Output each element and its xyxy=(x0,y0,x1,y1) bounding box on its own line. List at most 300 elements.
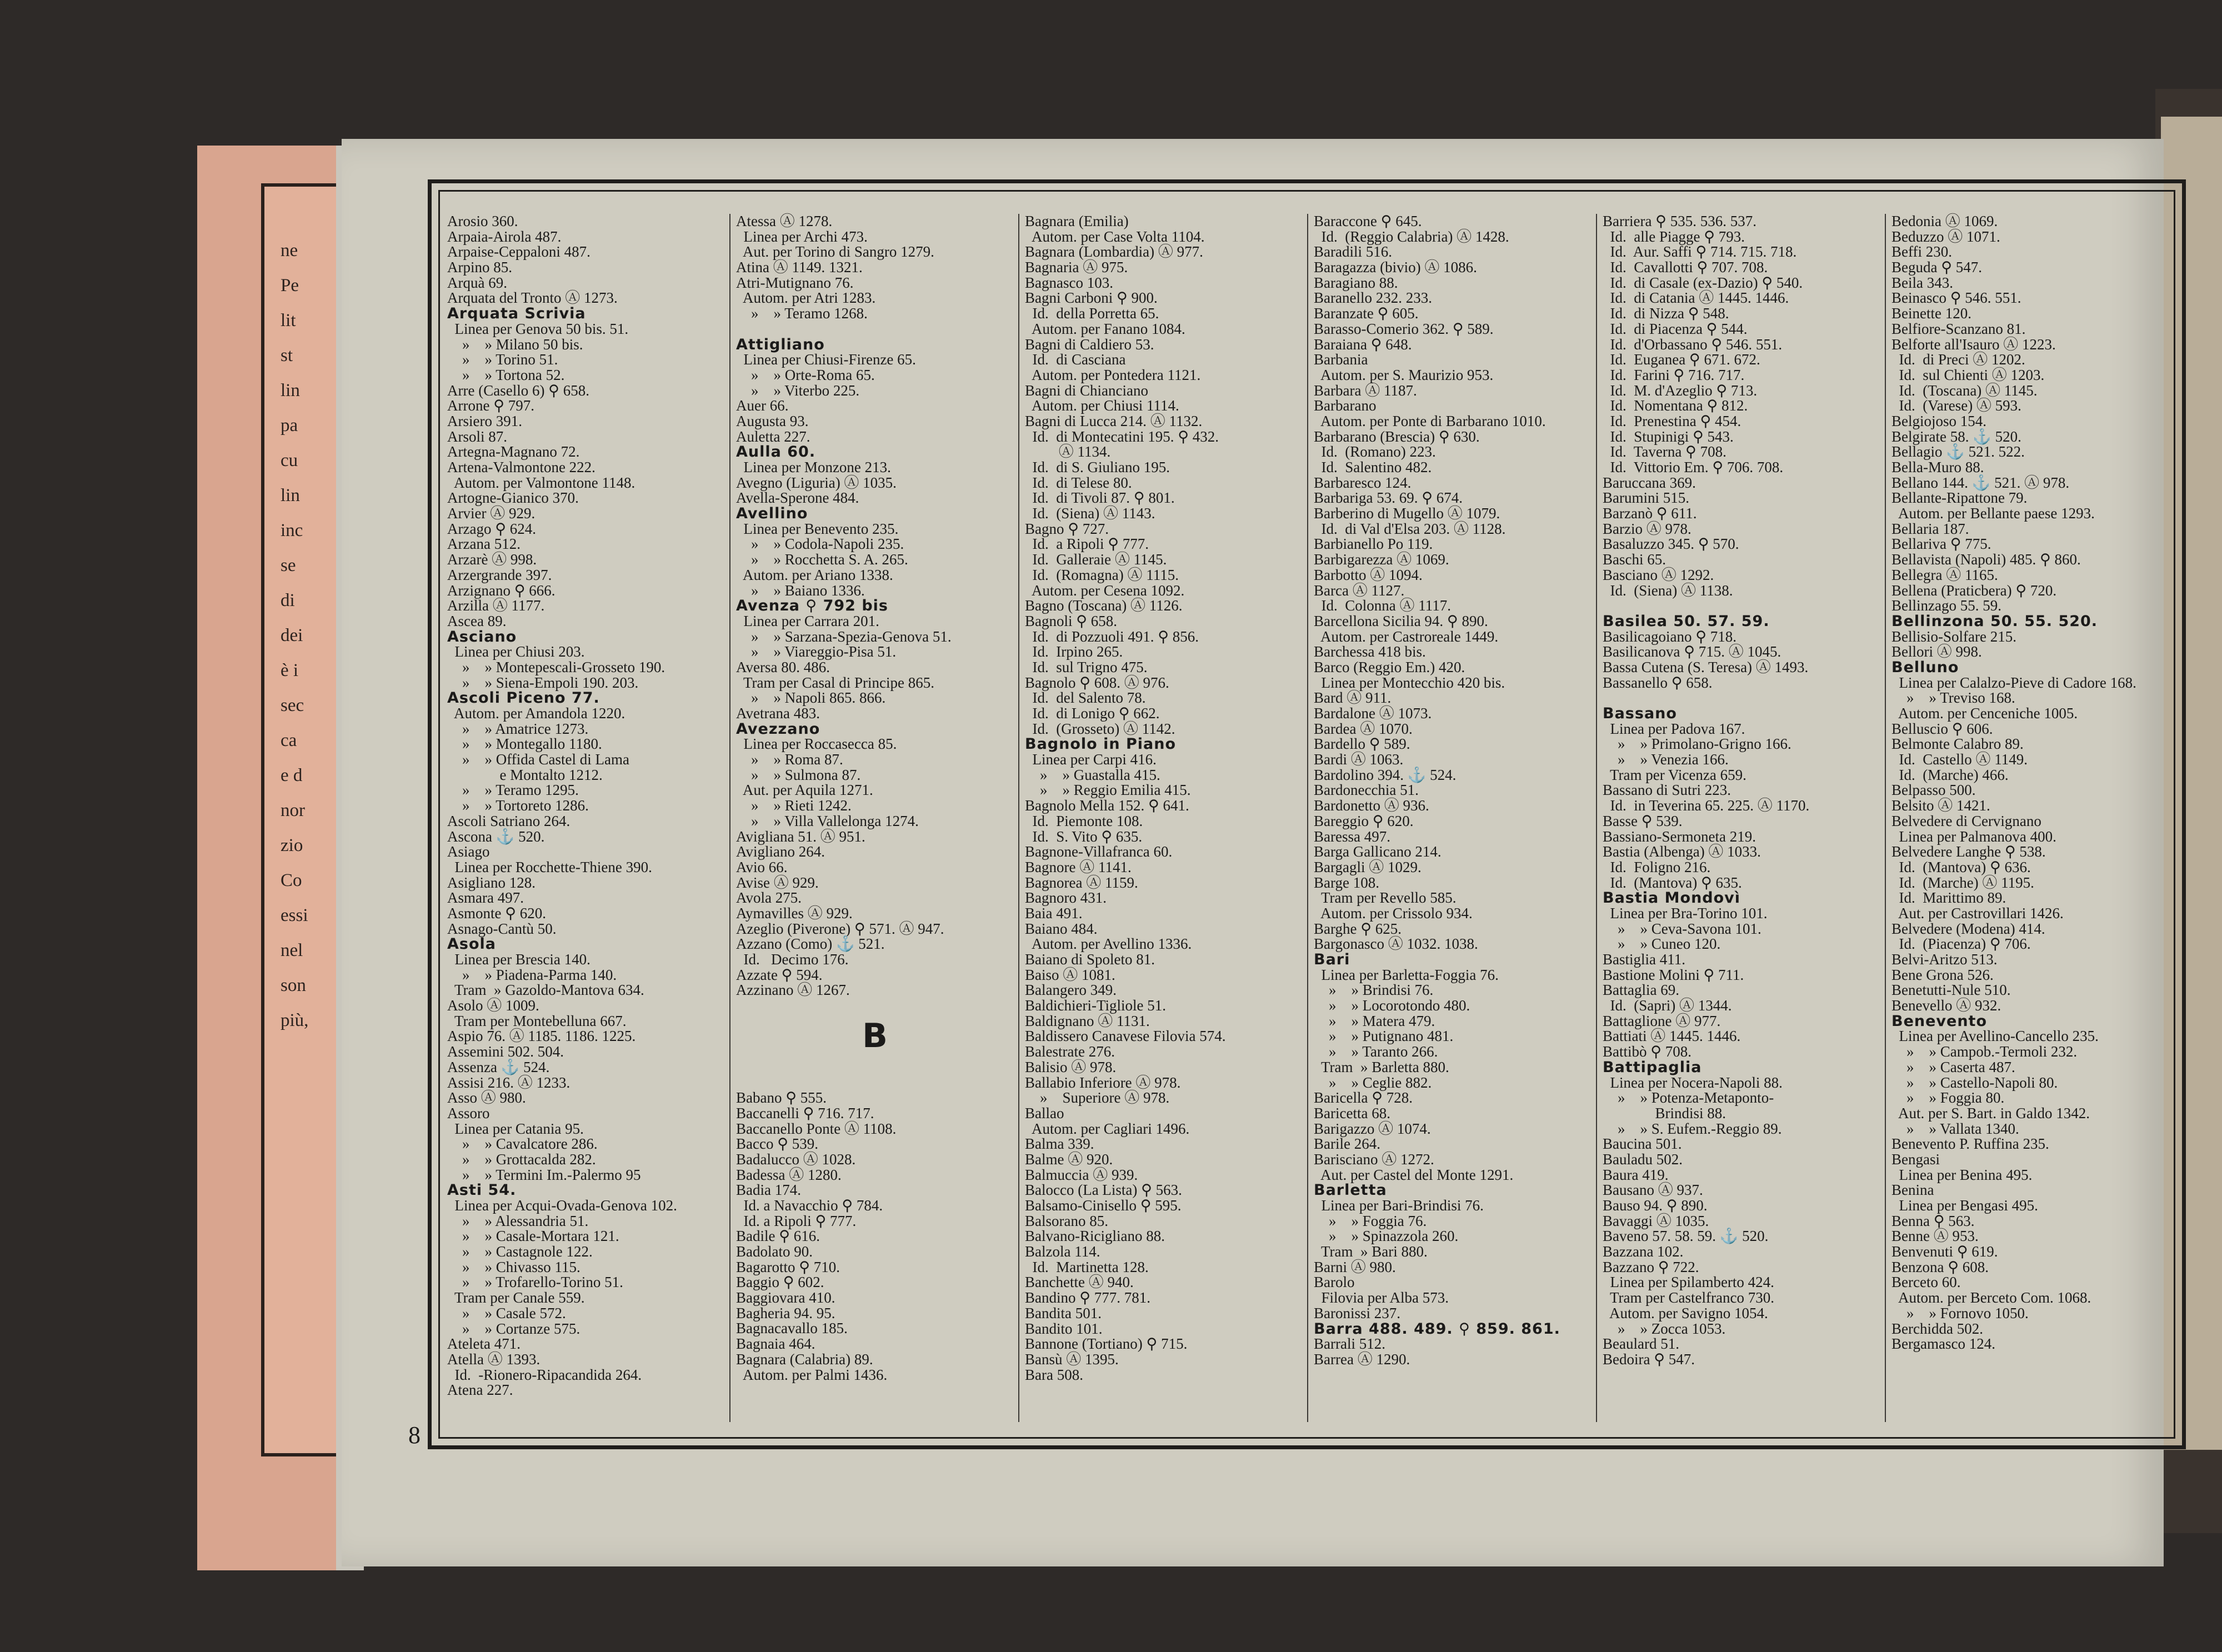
index-entry: Barni Ⓐ 980. xyxy=(1314,1258,1396,1275)
section-letter: B xyxy=(862,1017,888,1056)
index-entry: Beffi 230. xyxy=(1891,243,1952,261)
index-entry: Bagni Carboni ⚲ 900. xyxy=(1025,289,1158,307)
index-entry: Belgiojoso 154. xyxy=(1891,412,1987,429)
column-divider xyxy=(1885,214,1886,1422)
index-column-1 xyxy=(447,214,725,1398)
index-entry: Balzola 114. xyxy=(1025,1243,1100,1260)
index-entry: Barghe ⚲ 625. xyxy=(1314,920,1402,937)
index-entry: Id. Decimo 176. xyxy=(736,951,849,968)
index-entry: Id. Euganea ⚲ 671. 672. xyxy=(1603,351,1760,368)
index-entry: Tram » Bari 880. xyxy=(1314,1243,1428,1260)
index-entry: Artegna-Magnano 72. xyxy=(447,443,580,460)
index-entry: Id. sul Trigno 475. xyxy=(1025,658,1148,675)
index-entry: Autom. per Palmi 1436. xyxy=(736,1366,888,1383)
index-entry: » » Casale 572. xyxy=(447,1304,566,1321)
index-entry: Baggiovara 410. xyxy=(736,1289,835,1306)
index-entry: Tram per Castelfranco 730. xyxy=(1603,1289,1774,1306)
index-entry: Asmara 497. xyxy=(447,889,524,907)
index-entry: Id. (Mantova) ⚲ 636. xyxy=(1891,858,2031,875)
index-entry: Asso Ⓐ 980. xyxy=(447,1089,526,1107)
index-entry: Bagnaria Ⓐ 975. xyxy=(1025,259,1128,276)
index-entry: Id. di Nizza ⚲ 548. xyxy=(1603,305,1729,322)
index-entry: Bedoira ⚲ 547. xyxy=(1603,1350,1695,1368)
index-entry: Bastia (Albenga) Ⓐ 1033. xyxy=(1603,843,1761,860)
index-entry: » » Milano 50 bis. xyxy=(447,336,583,353)
index-entry: Barrali 512. xyxy=(1314,1335,1385,1353)
underlying-fragment: st xyxy=(281,346,293,366)
index-entry: Baldichieri-Tigliole 51. xyxy=(1025,997,1166,1014)
underlying-fragment: lin xyxy=(281,381,300,401)
index-entry: » » Sarzana-Spezia-Genova 51. xyxy=(736,628,952,645)
index-entry: » » Casale-Mortara 121. xyxy=(447,1228,619,1245)
index-entry: Barriera ⚲ 535. 536. 537. xyxy=(1603,213,1756,229)
index-entry: Belfiore-Scanzano 81. xyxy=(1891,320,2026,337)
index-entry: Id. di Lonigo ⚲ 662. xyxy=(1025,705,1160,722)
station-heading: Bastia Mondovì xyxy=(1603,889,1741,907)
index-entry: » » Spinazzola 260. xyxy=(1314,1228,1459,1245)
index-entry: Bene Grona 526. xyxy=(1891,966,1994,983)
index-entry: Belgirate 58. ⚓ 520. xyxy=(1891,428,2021,445)
index-entry: » » Taranto 266. xyxy=(1314,1043,1438,1060)
index-entry: » » Viterbo 225. xyxy=(736,382,860,399)
index-entry: Bagnoro 431. xyxy=(1025,889,1107,907)
index-entry: Id. Stupinigi ⚲ 543. xyxy=(1603,428,1734,445)
index-entry: Barolo xyxy=(1314,1274,1355,1291)
index-entry: Belpasso 500. xyxy=(1891,782,1976,799)
index-entry: » » Reggio Emilia 415. xyxy=(1025,782,1191,799)
index-entry: Battaglia 69. xyxy=(1603,982,1679,999)
index-entry: Ⓐ 1134. xyxy=(1025,443,1111,460)
index-entry: Bellinzago 55. 59. xyxy=(1891,597,2001,614)
index-entry: » » Termini Im.-Palermo 95 xyxy=(447,1166,641,1183)
index-entry: Assisi 216. Ⓐ 1233. xyxy=(447,1074,570,1091)
underlying-fragment: sec xyxy=(281,695,304,715)
index-entry: Bellegra Ⓐ 1165. xyxy=(1891,566,1998,583)
index-entry: Id. Cavallotti ⚲ 707. 708. xyxy=(1603,259,1768,276)
index-entry: Autom. per Valmontone 1148. xyxy=(447,474,635,491)
index-entry: Baressa 497. xyxy=(1314,828,1390,845)
index-entry: Bareggio ⚲ 620. xyxy=(1314,812,1414,829)
index-entry: Aymavilles Ⓐ 929. xyxy=(736,904,853,922)
index-entry xyxy=(736,322,1014,337)
index-entry: Bauso 94. ⚲ 890. xyxy=(1603,1197,1708,1214)
index-entry: Aut. per Aquila 1271. xyxy=(736,782,873,799)
index-entry: Barzio Ⓐ 978. xyxy=(1603,520,1691,537)
index-entry: » » Guastalla 415. xyxy=(1025,766,1160,783)
index-entry: » » Orte-Roma 65. xyxy=(736,366,875,383)
index-entry: Id. (Mantova) ⚲ 635. xyxy=(1603,874,1742,891)
index-entry: Bagnoli ⚲ 658. xyxy=(1025,612,1118,629)
station-heading: Asti 54. xyxy=(447,1182,517,1199)
index-entry: » » Trofarello-Torino 51. xyxy=(447,1274,623,1291)
index-entry: Id. alle Piagge ⚲ 793. xyxy=(1603,228,1745,245)
index-entry: » » Matera 479. xyxy=(1314,1012,1435,1029)
index-entry: Bagnaia 464. xyxy=(736,1335,815,1353)
index-entry: Baggio ⚲ 602. xyxy=(736,1274,824,1291)
index-entry: Id. sul Chienti Ⓐ 1203. xyxy=(1891,366,2045,383)
index-entry: » » Primolano-Grigno 166. xyxy=(1603,735,1791,753)
index-entry: Bargonasco Ⓐ 1032. 1038. xyxy=(1314,935,1478,953)
index-entry: Id. -Rionero-Ripacandida 264. xyxy=(447,1366,642,1383)
index-entry: Id. di Casale (ex-Dazio) ⚲ 540. xyxy=(1603,274,1803,291)
index-entry: Bazzana 102. xyxy=(1603,1243,1684,1260)
index-entry: Bannone (Tortiano) ⚲ 715. xyxy=(1025,1335,1188,1353)
index-entry: » » S. Eufem.-Reggio 89. xyxy=(1603,1120,1782,1137)
index-entry: Arzignano ⚲ 666. xyxy=(447,582,556,599)
station-heading: Bellinzona 50. 55. 520. xyxy=(1891,612,2098,630)
index-entry: Autom. per Pontedera 1121. xyxy=(1025,366,1201,383)
index-entry: Id. (Marche) Ⓐ 1195. xyxy=(1891,874,2034,891)
index-entry: Bavaggi Ⓐ 1035. xyxy=(1603,1212,1709,1229)
index-entry: Berceto 60. xyxy=(1891,1274,1961,1291)
index-entry: Id. (Sapri) Ⓐ 1344. xyxy=(1603,997,1732,1014)
index-entry xyxy=(736,998,1014,1014)
index-entry: Id. a Ripoli ⚲ 777. xyxy=(1025,535,1149,553)
station-heading: Avellino xyxy=(736,505,808,523)
index-entry: » » Montepescali-Grosseto 190. xyxy=(447,658,665,675)
index-entry: Id. a Navacchio ⚲ 784. xyxy=(736,1197,883,1214)
station-heading: Bagnolo in Piano xyxy=(1025,735,1177,753)
index-entry: Bellori Ⓐ 998. xyxy=(1891,643,1982,660)
index-entry: » » Ceglie 882. xyxy=(1314,1074,1432,1091)
index-entry: Id. in Teverina 65. 225. Ⓐ 1170. xyxy=(1603,797,1810,814)
index-entry xyxy=(1603,598,1880,614)
index-entry: Beduzzo Ⓐ 1071. xyxy=(1891,228,2000,245)
index-entry: Baschi 65. xyxy=(1603,551,1666,568)
index-entry: Bagnorea Ⓐ 1159. xyxy=(1025,874,1138,891)
index-entry: Auletta 227. xyxy=(736,428,810,445)
underlying-fragment: nor xyxy=(281,800,305,820)
index-entry: Tram per Montebelluna 667. xyxy=(447,1012,627,1029)
index-entry: Id. Irpino 265. xyxy=(1025,643,1123,660)
index-entry: » » Potenza-Metaponto- xyxy=(1603,1089,1774,1107)
index-entry: Ateleta 471. xyxy=(447,1335,521,1353)
index-entry: Bagnore Ⓐ 1141. xyxy=(1025,858,1132,875)
index-entry: Id. (Reggio Calabria) Ⓐ 1428. xyxy=(1314,228,1509,245)
index-entry: Id. (Siena) Ⓐ 1143. xyxy=(1025,505,1155,522)
index-entry: Autom. per Cagliari 1496. xyxy=(1025,1120,1190,1137)
index-entry: Id. (Romano) 223. xyxy=(1314,443,1436,460)
index-entry: Linea per Catania 95. xyxy=(447,1120,584,1137)
index-entry: Balestrate 276. xyxy=(1025,1043,1115,1060)
index-entry: Bagno (Toscana) Ⓐ 1126. xyxy=(1025,597,1183,614)
index-entry: Bausano Ⓐ 937. xyxy=(1603,1182,1703,1199)
index-entry: » » Napoli 865. 866. xyxy=(736,689,886,707)
index-entry: Bardonecchia 51. xyxy=(1314,782,1419,799)
index-entry: Bardello ⚲ 589. xyxy=(1314,735,1410,753)
index-entry: » » Tortona 52. xyxy=(447,366,565,383)
index-entry: Barbaresco 124. xyxy=(1314,474,1412,491)
index-entry: Linea per Monzone 213. xyxy=(736,459,891,475)
index-entry: Autom. per Cesena 1092. xyxy=(1025,582,1185,599)
index-entry: Assemini 502. 504. xyxy=(447,1043,564,1060)
index-entry: » » Alessandria 51. xyxy=(447,1212,589,1229)
underlying-fragment: essi xyxy=(281,905,308,925)
index-entry: Id. (Siena) Ⓐ 1138. xyxy=(1603,582,1733,599)
index-entry: Id. di Catania Ⓐ 1445. 1446. xyxy=(1603,289,1789,307)
index-entry: Ballao xyxy=(1025,1104,1064,1122)
index-entry: Id. Colonna Ⓐ 1117. xyxy=(1314,597,1451,614)
index-entry: Id. (Toscana) Ⓐ 1145. xyxy=(1891,382,2038,399)
station-heading: Battipaglia xyxy=(1603,1058,1702,1076)
index-entry: Barbigarezza Ⓐ 1069. xyxy=(1314,551,1449,568)
index-entry: Atina Ⓐ 1149. 1321. xyxy=(736,259,863,276)
index-entry: Bard Ⓐ 911. xyxy=(1314,689,1392,707)
index-entry: Baricetta 68. xyxy=(1314,1104,1390,1122)
index-entry: Beila 343. xyxy=(1891,274,1953,291)
index-entry: Autom. per Castroreale 1449. xyxy=(1314,628,1499,645)
index-entry: Id. Marittimo 89. xyxy=(1891,889,2006,907)
index-entry: Bandino ⚲ 777. 781. xyxy=(1025,1289,1151,1306)
index-entry: Linea per Rocchette-Thiene 390. xyxy=(447,858,652,875)
index-entry: Belsito Ⓐ 1421. xyxy=(1891,797,1990,814)
index-entry: Id. (Marche) 466. xyxy=(1891,766,2009,783)
index-entry: Basilicagoiano ⚲ 718. xyxy=(1603,628,1736,645)
index-entry: Aut. per Torino di Sangro 1279. xyxy=(736,243,934,261)
index-entry: Asnago-Cantù 50. xyxy=(447,920,557,937)
index-entry: Bauladu 502. xyxy=(1603,1150,1683,1168)
index-entry: Id. di Montecatini 195. ⚲ 432. xyxy=(1025,428,1219,445)
index-entry: Linea per Bra-Torino 101. xyxy=(1603,904,1768,922)
index-entry: Aversa 80. 486. xyxy=(736,658,830,675)
index-entry: » » Zocca 1053. xyxy=(1603,1320,1726,1337)
index-entry: Baveno 57. 58. 59. ⚓ 520. xyxy=(1603,1228,1769,1245)
index-entry: Avise Ⓐ 929. xyxy=(736,874,819,891)
index-entry: » » Cuneo 120. xyxy=(1603,935,1721,953)
index-entry: Linea per Brescia 140. xyxy=(447,951,590,968)
index-entry: Battibò ⚲ 708. xyxy=(1603,1043,1692,1060)
index-entry: Arzergrande 397. xyxy=(447,566,552,583)
index-column-3 xyxy=(1025,214,1303,1383)
index-entry: Belluscio ⚲ 606. xyxy=(1891,720,1993,737)
index-entry: Linea per Montecchio 420 bis. xyxy=(1314,674,1505,691)
index-entry: Aut. per S. Bart. in Galdo 1342. xyxy=(1891,1104,2090,1122)
column-divider xyxy=(1018,214,1019,1422)
index-entry: Belmonte Calabro 89. xyxy=(1891,735,2024,753)
index-entry: Id. a Ripoli ⚲ 777. xyxy=(736,1212,857,1229)
index-entry: Benevello Ⓐ 932. xyxy=(1891,997,2001,1014)
index-entry: Bardonetto Ⓐ 936. xyxy=(1314,797,1429,814)
index-entry: » » Rieti 1242. xyxy=(736,797,852,814)
index-entry: » » Foggia 80. xyxy=(1891,1089,2005,1107)
index-entry: » » Teramo 1268. xyxy=(736,305,868,322)
station-heading: Bari xyxy=(1314,951,1350,968)
index-entry: Tram per Vicenza 659. xyxy=(1603,766,1746,783)
index-entry: Id. (Varese) Ⓐ 593. xyxy=(1891,397,2021,414)
index-entry: Baranello 232. 233. xyxy=(1314,289,1432,307)
index-entry: Barile 264. xyxy=(1314,1135,1380,1153)
index-entry: Assoro xyxy=(447,1104,490,1122)
index-entry: Banchette Ⓐ 940. xyxy=(1025,1274,1134,1291)
index-entry: » » Treviso 168. xyxy=(1891,689,2015,707)
station-heading: Benevento xyxy=(1891,1012,1988,1030)
index-entry: Artogne-Gianico 370. xyxy=(447,489,579,507)
index-entry: Barcellona Sicilia 94. ⚲ 890. xyxy=(1314,612,1488,629)
index-entry: Balangero 349. xyxy=(1025,982,1117,999)
index-entry: » » Venezia 166. xyxy=(1603,751,1729,768)
index-entry: Bellariva ⚲ 775. xyxy=(1891,535,1991,553)
index-entry: Balocco (La Lista) ⚲ 563. xyxy=(1025,1182,1182,1199)
index-entry: Bastione Molini ⚲ 711. xyxy=(1603,966,1744,983)
index-entry: Linea per Benina 495. xyxy=(1891,1166,2033,1183)
index-entry: Aspio 76. Ⓐ 1185. 1186. 1225. xyxy=(447,1028,636,1045)
index-entry: Bardea Ⓐ 1070. xyxy=(1314,720,1413,737)
index-entry: Linea per Chiusi 203. xyxy=(447,643,585,660)
index-entry: Bagheria 94. 95. xyxy=(736,1304,835,1321)
index-entry: Avigliano 264. xyxy=(736,843,825,860)
index-entry: Linea per Avellino-Cancello 235. xyxy=(1891,1028,2099,1045)
index-entry: Belforte all'Isauro Ⓐ 1223. xyxy=(1891,336,2056,353)
index-entry: Baricella ⚲ 728. xyxy=(1314,1089,1413,1107)
index-entry: Id. Foligno 216. xyxy=(1603,858,1711,875)
station-heading: Aulla 60. xyxy=(736,443,816,461)
index-entry: Baragazza (bivio) Ⓐ 1086. xyxy=(1314,259,1477,276)
index-entry: Atessa Ⓐ 1278. xyxy=(736,213,833,229)
index-entry: Arquà 69. xyxy=(447,274,507,291)
underlying-fragment: inc xyxy=(281,520,303,540)
index-entry: Bergamasco 124. xyxy=(1891,1335,1995,1353)
station-heading: Basilea 50. 57. 59. xyxy=(1603,612,1770,630)
index-entry: » » Cavalcatore 286. xyxy=(447,1135,598,1153)
index-column-5 xyxy=(1603,214,1880,1368)
index-entry: Bellaria 187. xyxy=(1891,520,1969,537)
index-entry: Benetutti-Nule 510. xyxy=(1891,982,2011,999)
index-entry: » » Locorotondo 480. xyxy=(1314,997,1470,1014)
underlying-fragment: son xyxy=(281,975,306,995)
station-heading: Barletta xyxy=(1314,1182,1387,1199)
underlying-fragment: ne xyxy=(281,241,298,261)
index-entry: » » Rocchetta S. A. 265. xyxy=(736,551,908,568)
index-entry: Bagnara (Emilia) xyxy=(1025,213,1129,229)
index-entry: » » Tortoreto 1286. xyxy=(447,797,589,814)
index-entry: Baldignano Ⓐ 1131. xyxy=(1025,1012,1150,1029)
index-entry: Id. Salentino 482. xyxy=(1314,459,1432,475)
index-entry: Barzanò ⚲ 611. xyxy=(1603,505,1697,522)
index-entry: Bellavista (Napoli) 485. ⚲ 860. xyxy=(1891,551,2081,568)
index-entry: Azzate ⚲ 594. xyxy=(736,966,823,983)
index-entry: Bazzano ⚲ 722. xyxy=(1603,1258,1699,1275)
index-entry: Bagno ⚲ 727. xyxy=(1025,520,1109,537)
index-column-4 xyxy=(1314,214,1592,1368)
index-entry: Barbotto Ⓐ 1094. xyxy=(1314,566,1423,583)
index-entry: Linea per Chiusi-Firenze 65. xyxy=(736,351,916,368)
index-entry: Autom. per Avellino 1336. xyxy=(1025,935,1192,953)
index-entry: Balsorano 85. xyxy=(1025,1212,1108,1229)
index-entry: Basciano Ⓐ 1292. xyxy=(1603,566,1714,583)
index-entry: Augusta 93. xyxy=(736,412,809,429)
index-entry: Bellano 144. ⚓ 521. Ⓐ 978. xyxy=(1891,474,2070,491)
underlying-fragment: pa xyxy=(281,415,298,435)
index-entry: Linea per Archi 473. xyxy=(736,228,868,245)
index-entry: Bagnasco 103. xyxy=(1025,274,1113,291)
index-entry: Bella-Muro 88. xyxy=(1891,459,1984,475)
index-entry: » » Viareggio-Pisa 51. xyxy=(736,643,897,660)
index-entry: » » Castagnole 122. xyxy=(447,1243,593,1260)
index-entry: Balisio Ⓐ 978. xyxy=(1025,1058,1117,1075)
index-entry: Barbania xyxy=(1314,351,1368,368)
index-entry: Bara 508. xyxy=(1025,1366,1083,1383)
index-entry: » » Vallata 1340. xyxy=(1891,1120,2019,1137)
index-entry: Baronissi 237. xyxy=(1314,1304,1401,1321)
index-entry: » » Amatrice 1273. xyxy=(447,720,589,737)
index-entry: Avio 66. xyxy=(736,858,788,875)
index-entry: » » Castello-Napoli 80. xyxy=(1891,1074,2058,1091)
index-entry: Benzona ⚲ 608. xyxy=(1891,1258,1989,1275)
station-heading: Asciano xyxy=(447,628,517,645)
index-entry: Bagni di Lucca 214. Ⓐ 1132. xyxy=(1025,412,1203,429)
index-entry: Ascoli Satriano 264. xyxy=(447,812,570,829)
index-entry: Azzinano Ⓐ 1267. xyxy=(736,982,850,999)
index-entry: Id. Castello Ⓐ 1149. xyxy=(1891,751,2028,768)
index-entry: Autom. per S. Maurizio 953. xyxy=(1314,366,1494,383)
column-divider xyxy=(1307,214,1308,1422)
index-entry: Autom. per Fanano 1084. xyxy=(1025,320,1185,337)
station-heading: Attigliano xyxy=(736,336,825,353)
index-entry: Id. M. d'Azeglio ⚲ 713. xyxy=(1603,382,1758,399)
index-entry: Id. di Piacenza ⚲ 544. xyxy=(1603,320,1748,337)
index-entry: Balma 339. xyxy=(1025,1135,1094,1153)
index-entry: Barbianello Po 119. xyxy=(1314,535,1433,553)
index-entry: Barumini 515. xyxy=(1603,489,1689,507)
index-entry: Arsoli 87. xyxy=(447,428,507,445)
index-entry: Baura 419. xyxy=(1603,1166,1669,1183)
underlying-fragment: di xyxy=(281,590,295,610)
underlying-fragment: Co xyxy=(281,870,302,890)
index-entry: Id. di Casciana xyxy=(1025,351,1126,368)
index-entry: » » Sulmona 87. xyxy=(736,766,861,783)
index-entry: Bagnacavallo 185. xyxy=(736,1320,848,1337)
index-entry: Id. Nomentana ⚲ 812. xyxy=(1603,397,1748,414)
index-entry: Barbara Ⓐ 1187. xyxy=(1314,382,1417,399)
column-divider xyxy=(1596,214,1597,1422)
index-entry: Avigliana 51. Ⓐ 951. xyxy=(736,828,865,845)
index-entry: Filovia per Alba 573. xyxy=(1314,1289,1449,1306)
index-entry: Beaulard 51. xyxy=(1603,1335,1679,1353)
index-entry: Artena-Valmontone 222. xyxy=(447,459,595,475)
index-entry: Bagnolo ⚲ 608. Ⓐ 976. xyxy=(1025,674,1169,691)
index-entry: Belvi-Aritzo 513. xyxy=(1891,951,1998,968)
index-entry: Bassano di Sutri 223. xyxy=(1603,782,1731,799)
index-entry: Id. di Preci Ⓐ 1202. xyxy=(1891,351,2025,368)
index-entry: Bardi Ⓐ 1063. xyxy=(1314,751,1404,768)
index-entry: Aut. per Castrovillari 1426. xyxy=(1891,904,2064,922)
index-entry: Balmuccia Ⓐ 939. xyxy=(1025,1166,1138,1183)
index-entry: Barbarano (Brescia) ⚲ 630. xyxy=(1314,428,1480,445)
index-entry: e Montalto 1212. xyxy=(447,766,603,783)
index-entry: Id. d'Orbassano ⚲ 546. 551. xyxy=(1603,336,1783,353)
index-entry: Autom. per Ponte di Barbarano 1010. xyxy=(1314,412,1546,429)
index-entry: Tram per Revello 585. xyxy=(1314,889,1457,907)
index-entry: Barge 108. xyxy=(1314,874,1379,891)
index-entry: Id. del Salento 78. xyxy=(1025,689,1146,707)
index-entry: Benne Ⓐ 953. xyxy=(1891,1228,1979,1245)
index-entry: Basaluzzo 345. ⚲ 570. xyxy=(1603,535,1739,553)
index-entry: » » Baiano 1336. xyxy=(736,582,865,599)
index-entry: Bardolino 394. ⚓ 524. xyxy=(1314,766,1457,783)
index-entry: Arsiero 391. xyxy=(447,412,522,429)
index-entry: Linea per Roccasecca 85. xyxy=(736,735,897,753)
index-entry: Atena 227. xyxy=(447,1381,513,1399)
index-entry: Baccanello Ponte Ⓐ 1108. xyxy=(736,1120,897,1137)
index-entry: Belvedere Langhe ⚲ 538. xyxy=(1891,843,2046,860)
index-entry: Arzago ⚲ 624. xyxy=(447,520,536,537)
index-entry: Beinasco ⚲ 546. 551. xyxy=(1891,289,2021,307)
index-entry: Avola 275. xyxy=(736,889,802,907)
index-entry: Linea per Bari-Brindisi 76. xyxy=(1314,1197,1484,1214)
index-entry: Id. S. Vito ⚲ 635. xyxy=(1025,828,1143,845)
index-entry: Baraccone ⚲ 645. xyxy=(1314,213,1422,229)
index-entry: Autom. per Case Volta 1104. xyxy=(1025,228,1205,245)
